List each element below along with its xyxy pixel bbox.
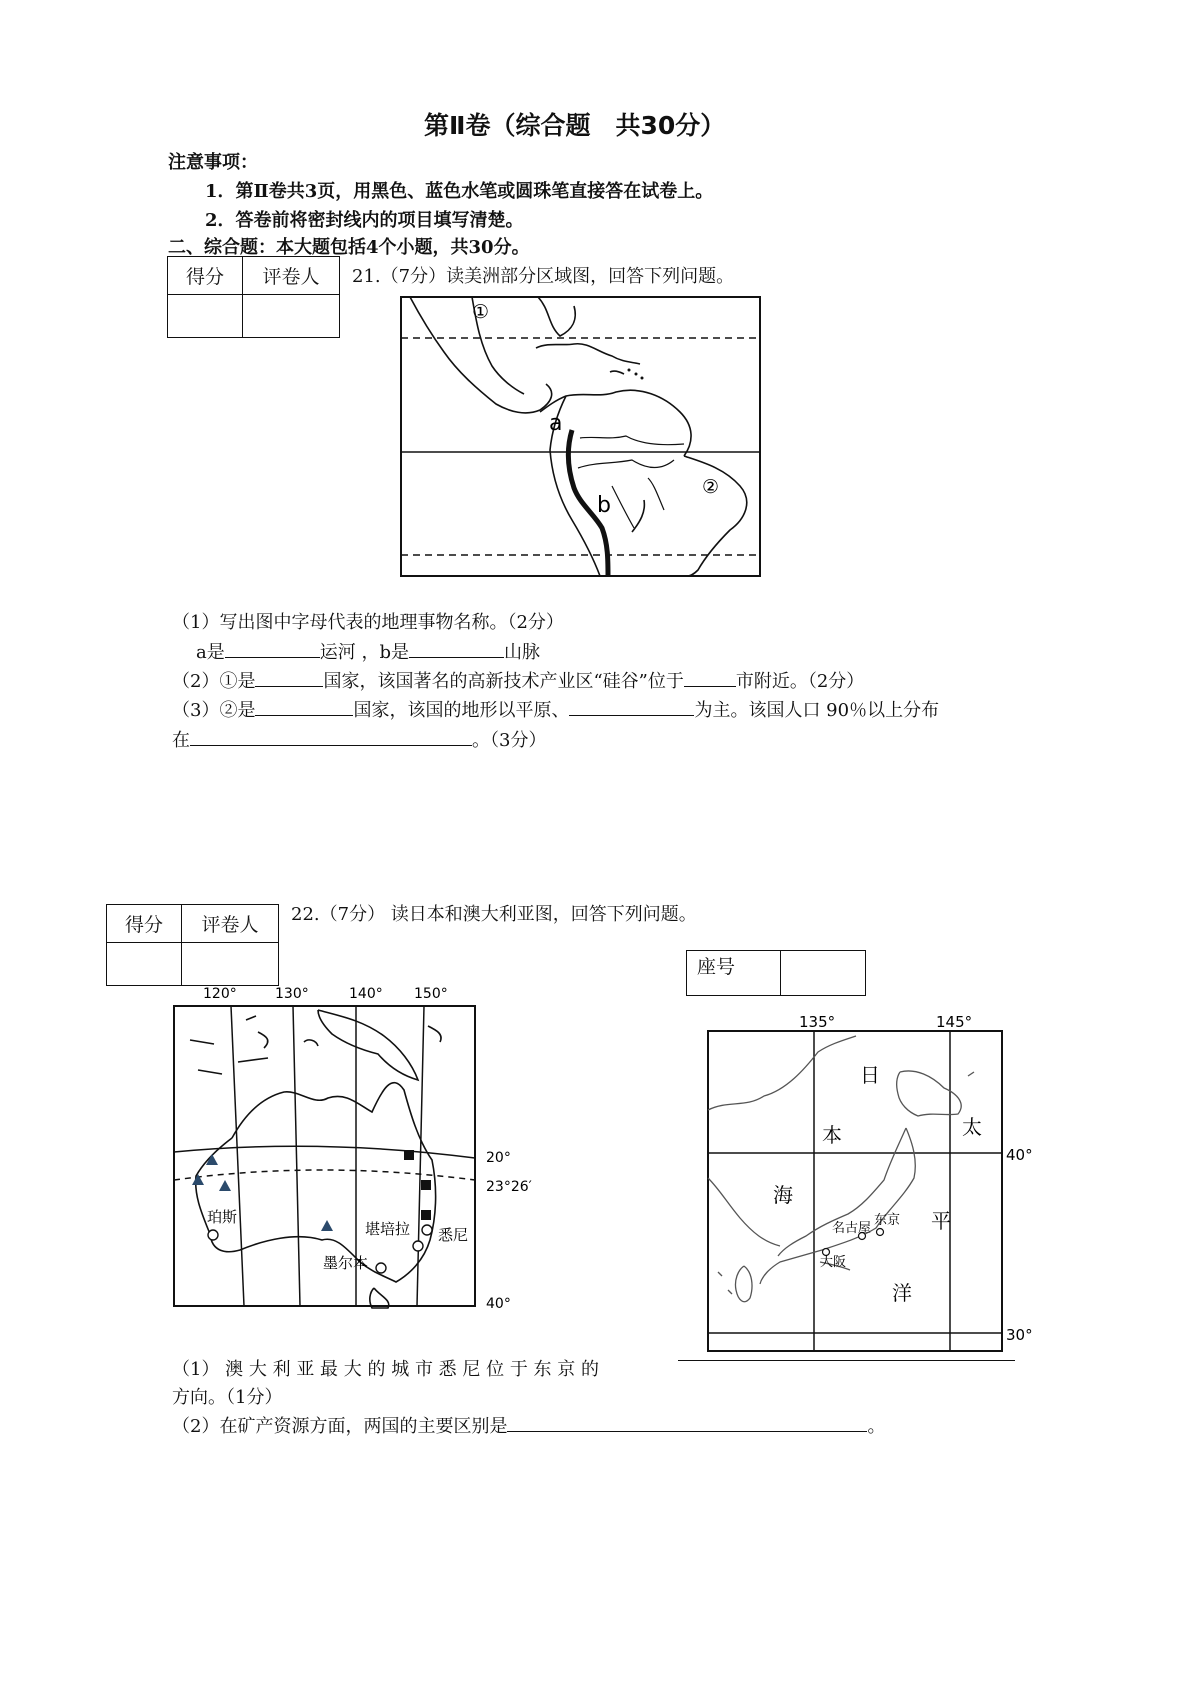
direction-blank[interactable] [678,1360,1015,1361]
label-country-1: ① [472,301,490,323]
jp-label-ping: 平 [931,1209,951,1233]
label-a: a [549,411,563,436]
q22-part1-cont: 方向。（1分） [172,1387,283,1408]
aus-lat-40: 40° [486,1296,511,1312]
grader-header: 评卷人 [243,257,340,295]
q21-part1-answer-line: a是 运河 ，b是 山脉 [196,638,540,664]
aus-lat-20: 20° [486,1150,511,1166]
aus-lon-150: 150° [414,986,448,1002]
city-canberra: 堪培拉 [365,1220,411,1238]
jp-label-tai: 太 [962,1115,982,1139]
grader-header-q22: 评卷人 [182,905,279,943]
seat-label: 座号 [687,951,781,996]
q22-part1: （1） 澳 大 利 亚 最 大 的 城 市 悉 尼 位 于 东 京 的 [172,1359,599,1380]
jp-label-yang: 洋 [892,1281,912,1305]
page-title: 第Ⅱ卷（综合题 共30分） [424,111,726,140]
aus-lon-120: 120° [203,986,237,1002]
jp-lon-135: 135° [799,1013,836,1031]
section-heading: 二、综合题：本大题包括4个小题，共30分。 [168,237,530,258]
city-nagoya: 名古屋 [832,1221,872,1236]
notice-heading: 注意事项： [168,152,258,173]
q21-part2: （2）①是 国家，该国著名的高新技术产业区“硅谷”位于 市附近。（2分） [172,667,864,693]
q21-part3-cont: 在 。（3分） [172,726,546,752]
q21-part3: （3）②是 国家，该国的地形以平原、 为主。该国人口 90％以上分布 [172,696,939,722]
city-osaka: 大阪 [820,1255,847,1270]
jp-label-ri: 日 [860,1063,880,1087]
city-melbourne: 墨尔本 [323,1254,369,1272]
city-perth: 珀斯 [207,1208,238,1226]
mineral-difference-blank[interactable] [507,1413,867,1432]
jp-label-ben: 本 [822,1123,842,1147]
aus-lat-tropic: 23°26′ [486,1179,532,1195]
q21-stem: 21.（7分）读美洲部分区域图，回答下列问题。 [352,266,735,287]
city-sydney: 悉尼 [438,1226,469,1244]
jp-map-frame [708,1031,1002,1351]
notice-item-2: 2．答卷前将密封线内的项目填写清楚。 [205,210,524,231]
city-tokyo: 东京 [874,1213,901,1228]
jp-graticule [708,1031,1002,1351]
aus-lon-130: 130° [275,986,309,1002]
score-header-q22: 得分 [107,905,182,943]
label-country-2: ② [702,476,720,498]
jp-label-hai: 海 [773,1183,793,1207]
q22-stem: 22.（7分） 读日本和澳大利亚图，回答下列问题。 [291,904,697,925]
aus-lon-140: 140° [349,986,383,1002]
jp-lat-40: 40° [1006,1146,1033,1164]
jp-lon-145: 145° [936,1013,973,1031]
q22-part2: （2）在矿产资源方面，两国的主要区别是 。 [172,1412,885,1438]
label-b: b [597,493,611,518]
notice-item-1: 1．第Ⅱ卷共3页，用黑色、蓝色水笔或圆珠笔直接答在试卷上。 [205,181,714,202]
jp-lat-30: 30° [1006,1326,1033,1344]
score-header: 得分 [168,257,243,295]
q21-part1: （1）写出图中字母代表的地理事物名称。（2分） [172,612,564,633]
